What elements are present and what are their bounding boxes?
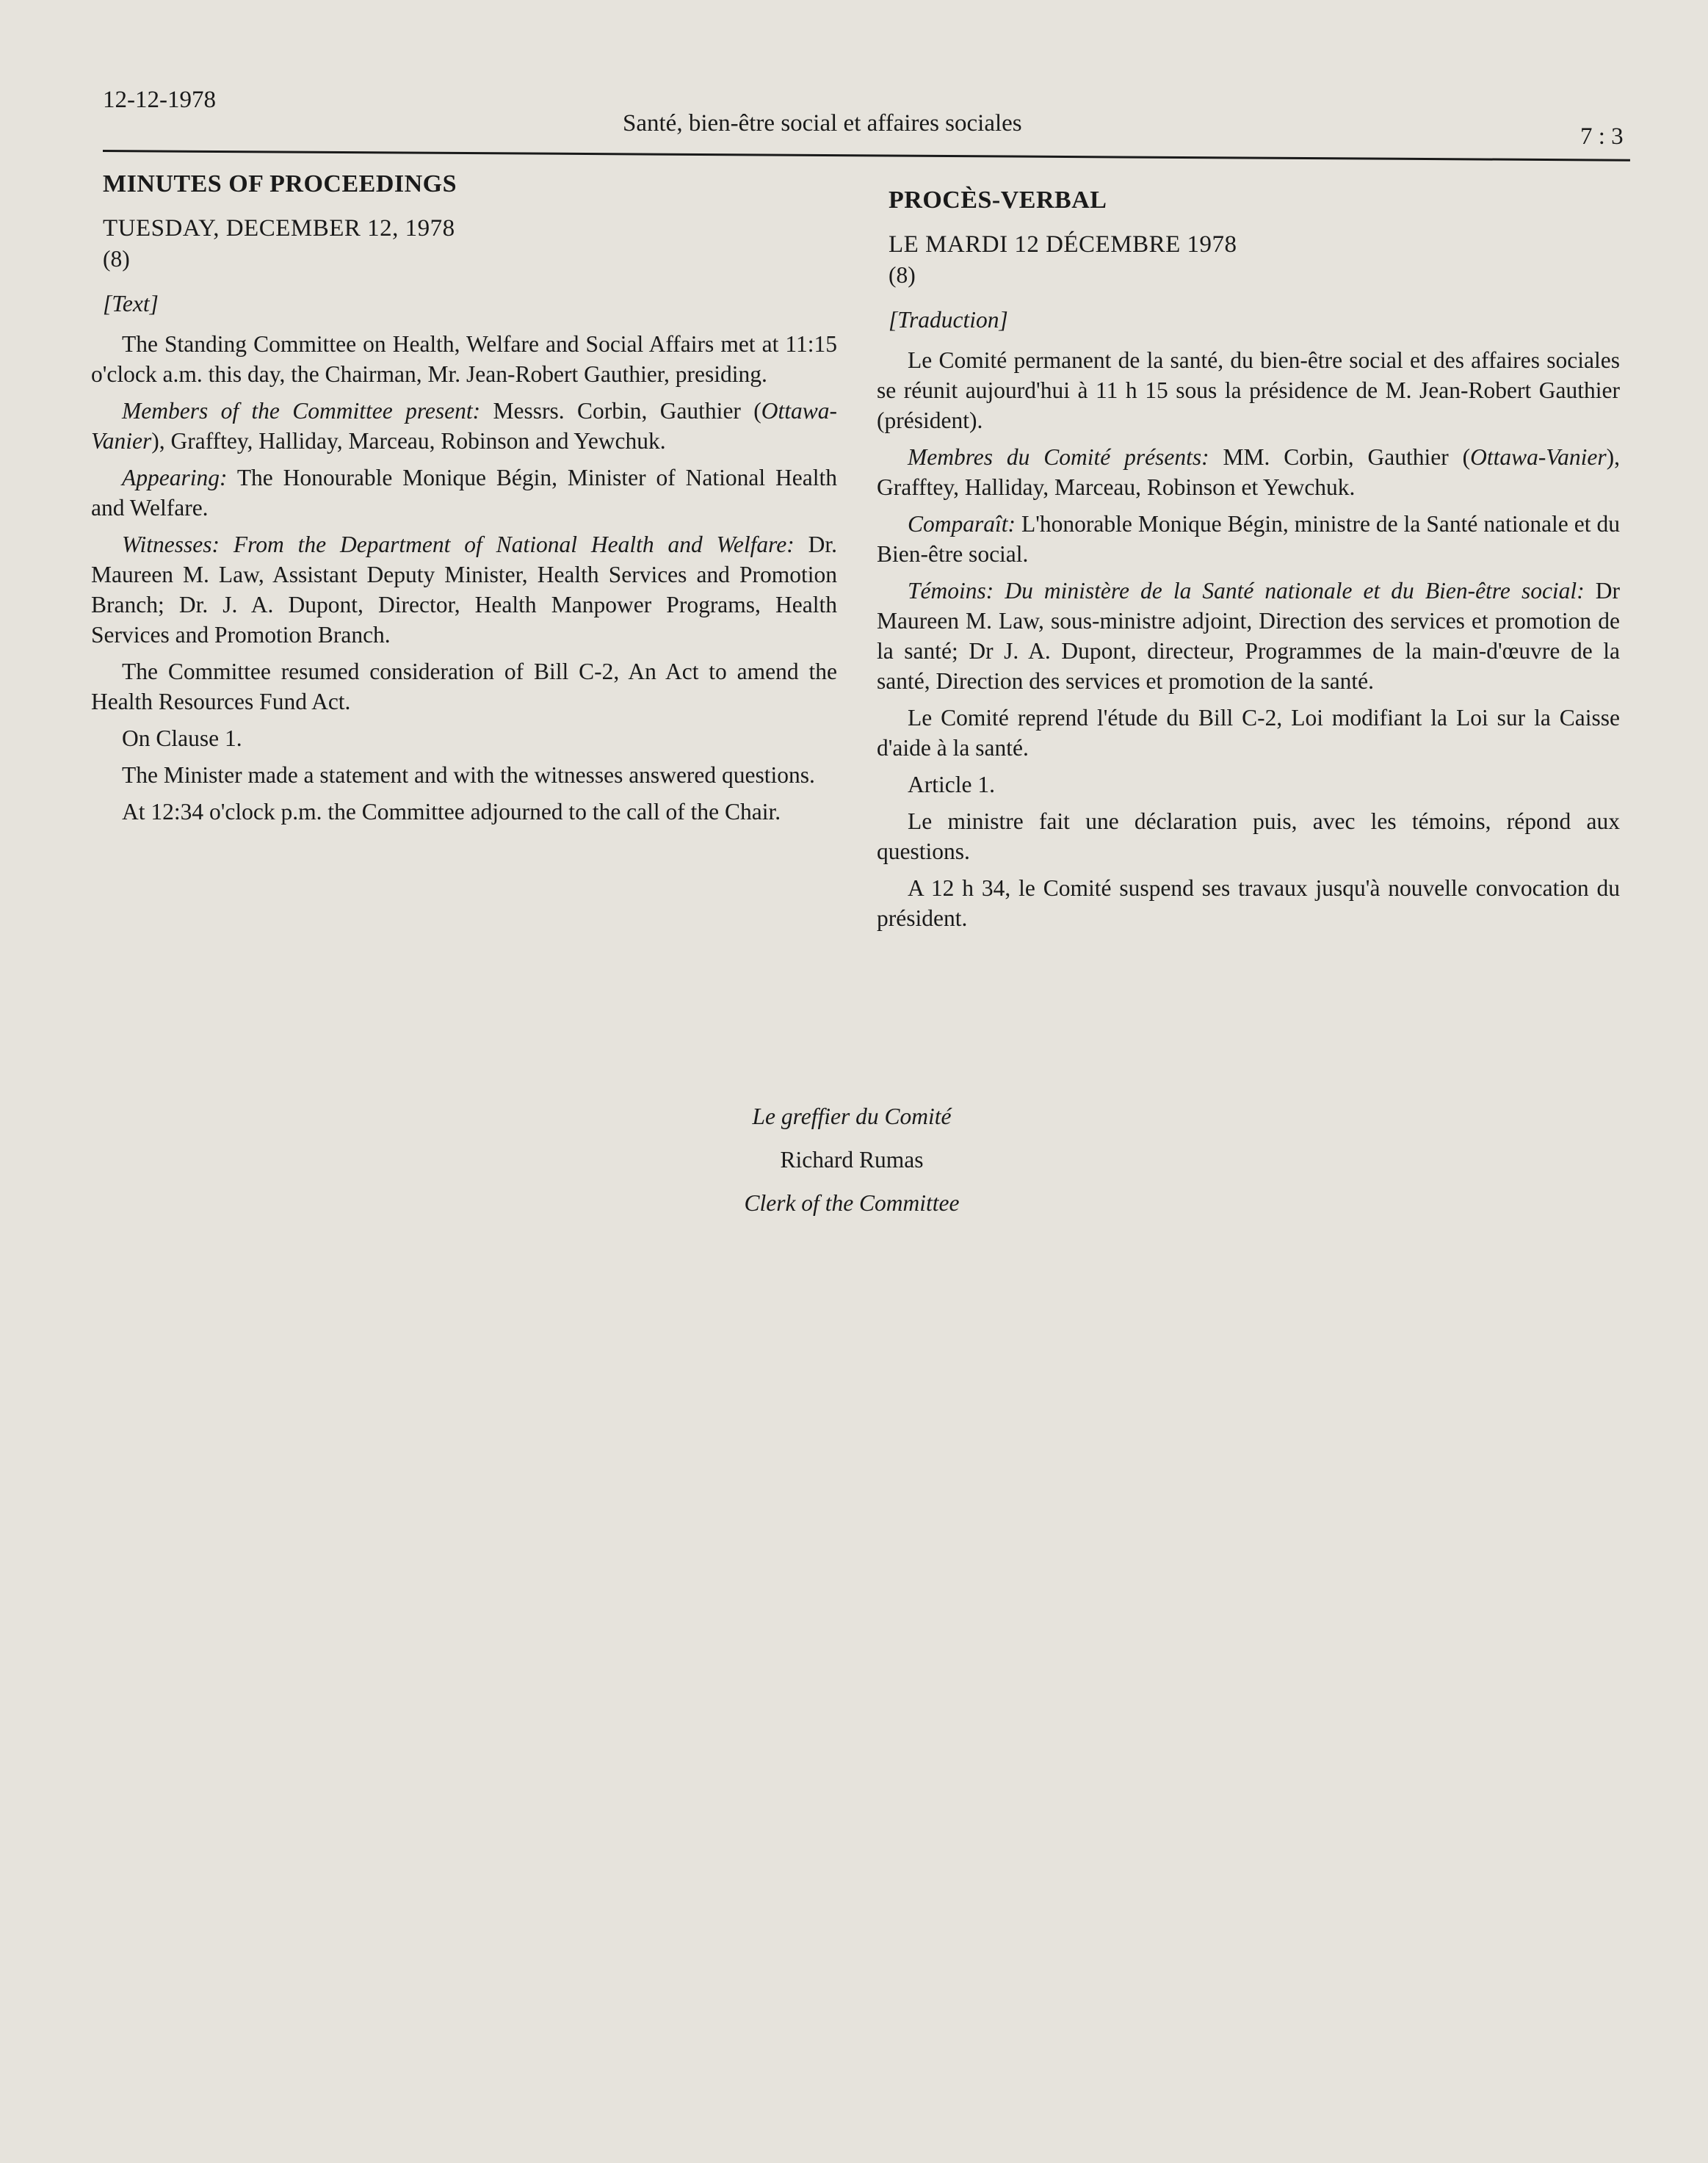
french-sitting-number: (8)	[889, 262, 916, 288]
english-appearing-label: Appearing:	[122, 465, 228, 490]
english-appearing-paragraph	[91, 463, 837, 523]
french-heading: PROCÈS-VERBAL	[889, 186, 1107, 214]
header-rule	[103, 150, 1630, 162]
french-opening-paragraph: Le Comité permanent de la santé, du bien-être social et des affaires sociales se réunit aujourd'hui à 11 h 15 sous la présidence de M. Jean-Robert Gauthier (président).	[877, 347, 1620, 433]
english-date-line: TUESDAY, DECEMBER 12, 1978	[103, 215, 455, 242]
header-title: Santé, bien-être social et affaires sociales	[623, 110, 1022, 137]
french-appearing-label: Comparaît:	[908, 511, 1016, 537]
clerk-name: Richard Rumas	[780, 1147, 924, 1173]
french-members-paragraph	[877, 442, 1620, 502]
clerk-title-french: Le greffier du Comité	[752, 1104, 952, 1129]
english-heading: MINUTES OF PROCEEDINGS	[103, 170, 457, 198]
english-bill-paragraph: The Committee resumed consideration of Bill C-2, An Act to amend the Health Resources Fund Act.	[91, 659, 837, 714]
french-date-line: LE MARDI 12 DÉCEMBRE 1978	[889, 231, 1237, 258]
french-members-label: Membres du Comité présents:	[908, 444, 1209, 470]
english-members-paragraph	[91, 396, 837, 456]
french-appearing-text: L'honorable Monique Bégin, ministre de la Santé nationale et du Bien-être social.	[877, 511, 1620, 567]
english-members-text-b: ), Grafftey, Halliday, Marceau, Robinson and Yewchuk.	[151, 428, 666, 454]
english-witnesses-text: Dr. Maureen M. Law, Assistant Deputy Minister, Health Services and Promotion Branch; Dr. J. A. Dupont, Director, Health Manpower Programs, Health Services and Promotion Branch.	[91, 532, 837, 648]
french-members-text-a: MM. Corbin, Gauthier (	[1223, 444, 1471, 470]
english-clause-paragraph: On Clause 1.	[122, 725, 242, 751]
header-page-number: 7 : 3	[1580, 123, 1624, 150]
french-bill-paragraph: Le Comité reprend l'étude du Bill C-2, Loi modifiant la Loi sur la Caisse d'aide à la santé.	[877, 705, 1620, 761]
header-date: 12-12-1978	[103, 87, 216, 113]
english-witnesses-paragraph	[91, 529, 837, 650]
french-clause-paragraph: Article 1.	[908, 772, 995, 797]
french-appearing-paragraph	[877, 509, 1620, 569]
english-members-label: Members of the Committee present:	[122, 398, 481, 424]
signature-block	[470, 1076, 1234, 1218]
english-members-text-a: Messrs. Corbin, Gauthier (	[493, 398, 761, 424]
french-members-text-b: ), Grafftey, Halliday, Marceau, Robinson et Yewchuk.	[877, 444, 1620, 500]
english-members-riding: Ottawa-Vanier	[91, 398, 838, 454]
french-members-riding: Ottawa-Vanier	[1470, 444, 1607, 470]
english-witnesses-label: Witnesses: From the Department of National Health and Welfare:	[122, 532, 795, 557]
english-statement-paragraph: The Minister made a statement and with the witnesses answered questions.	[122, 762, 815, 788]
english-opening-paragraph: The Standing Committee on Health, Welfare and Social Affairs met at 11:15 o'clock a.m. this day, the Chairman, Mr. Jean-Robert Gauthier, presiding.	[91, 331, 837, 387]
english-text-tag: [Text]	[103, 291, 159, 316]
english-sitting-number: (8)	[103, 246, 130, 272]
french-translation-tag: [Traduction]	[889, 307, 1008, 333]
clerk-title-english: Clerk of the Committee	[744, 1190, 960, 1216]
french-witnesses-paragraph	[877, 576, 1620, 696]
french-column	[877, 185, 1620, 940]
french-statement-paragraph: Le ministre fait une déclaration puis, avec les témoins, répond aux questions.	[877, 808, 1620, 864]
french-witnesses-text: Dr Maureen M. Law, sous-ministre adjoint, Direction des services et promotion de la santé; Dr J. A. Dupont, directeur, Programmes de la main-d'œuvre de la santé, Direction des services et promotion de la santé.	[877, 578, 1621, 694]
english-column	[91, 169, 837, 833]
french-witnesses-label: Témoins: Du ministère de la Santé nationale et du Bien-être social:	[908, 578, 1585, 604]
english-appearing-text: The Honourable Monique Bégin, Minister of National Health and Welfare.	[91, 465, 837, 521]
english-adjournment-paragraph: At 12:34 o'clock p.m. the Committee adjourned to the call of the Chair.	[122, 799, 781, 825]
french-adjournment-paragraph: A 12 h 34, le Comité suspend ses travaux jusqu'à nouvelle convocation du président.	[877, 875, 1620, 931]
